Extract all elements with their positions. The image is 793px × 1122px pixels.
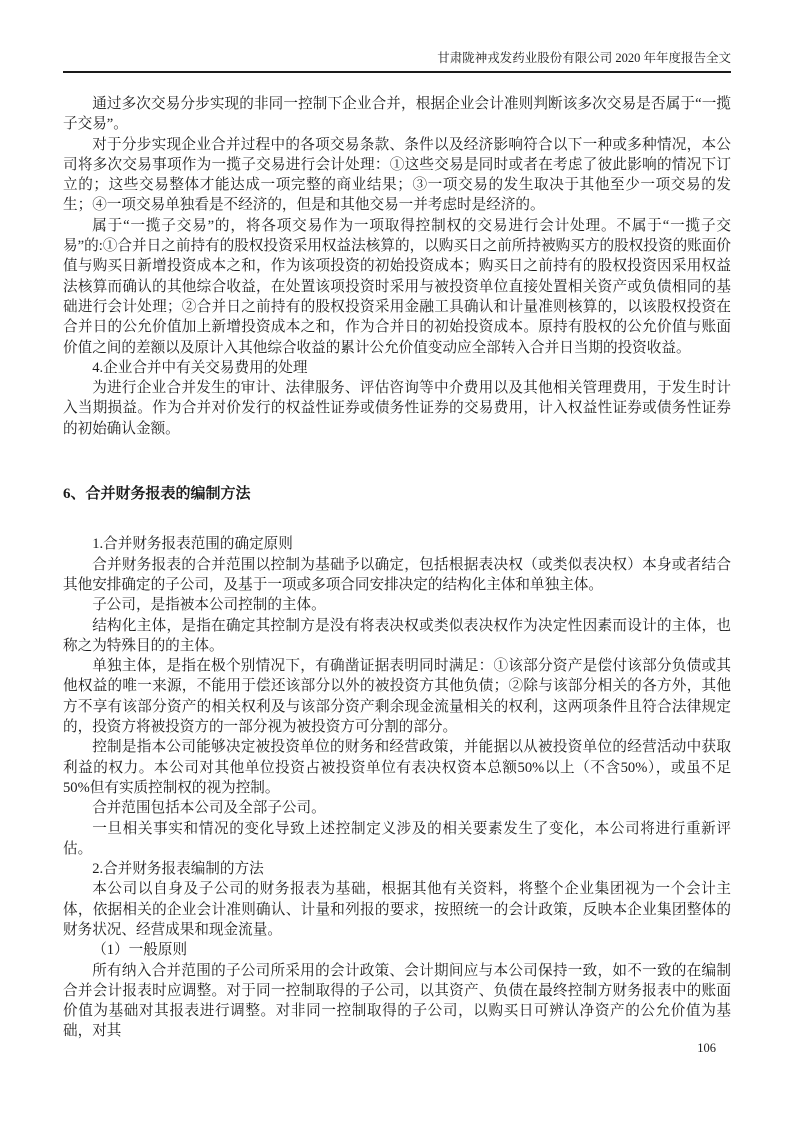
paragraph: 属于“一揽子交易”的，将各项交易作为一项取得控制权的交易进行会计处理。不属于“一揽子交易”的:①合并日之前持有的股权投资采用权益法核算的，以购买日之前所持被购买方的股权投资的账面价值与购买日新增投资成本之和，作为该项投资的初始投资成本；购买日之前持有的股权投资因采用权益法核算而确认的其他综合收益，在处置该项投资时采用与被投资单位直接处置相关资产或负债相同的基础进行会计处理；②合并日之前持有的股权投资采用金融工具确认和计量准则核算的，以该股权投资在合并日的公允价值加上新增投资成本之和，作为合并日的初始投资成本。原持有股权的公允价值与账面价值之间的差额以及原计入其他综合收益的累计公允价值变动应全部转入合并日当期的投资收益。 [63, 217, 731, 356]
paragraph: 控制是指本公司能够决定被投资单位的财务和经营政策，并能据以从被投资单位的经营活动中获取利益的权力。本公司对其他单位投资占被投资单位有表决权资本总额50%以上（不含50%），或虽不足50%但有实质控制权的视为控制。 [63, 739, 731, 796]
page-number: 106 [697, 1041, 716, 1055]
paragraph: 子公司，是指被本公司控制的主体。 [92, 597, 326, 614]
paragraph: 结构化主体，是指在确定其控制方是没有将表决权或类似表决权作为决定性因素而设计的主体，也称之为特殊目的的主体。 [63, 617, 731, 654]
paragraph: 2.合并财务报表编制的方法 [92, 861, 264, 878]
paragraph: 一旦相关事实和情况的变化导致上述控制定义涉及的相关要素发生了变化，本公司将进行重新评估。 [63, 820, 731, 857]
paragraph: 4.企业合并中有关交易费用的处理 [92, 359, 308, 376]
paragraph: 本公司以自身及子公司的财务报表为基础，根据其他有关资料，将整个企业集团视为一个会计主体，依据相关的企业会计准则确认、计量和列报的要求，按照统一的会计政策，反映本企业集团整体的财务状况、经营成果和现金流量。 [63, 881, 731, 938]
paragraph: 合并财务报表的合并范围以控制为基础予以确定，包括根据表决权（或类似表决权）本身或者结合其他安排确定的子公司，及基于一项或多项合同安排决定的结构化主体和单独主体。 [63, 556, 731, 593]
paragraph: 1.合并财务报表范围的确定原则 [92, 536, 293, 553]
paragraph: 单独主体，是指在极个别情况下，有确凿证据表明同时满足：①该部分资产是偿付该部分负债或其他权益的唯一来源，不能用于偿还该部分以外的被投资方其他负债；②除与该部分相关的各方外，其他方不享有该部分资产的相关权利及与该部分资产剩余现金流量相关的权利，这两项条件且符合法律规定的，投资方将被投资方的一部分视为被投资方可分割的部分。 [63, 658, 731, 736]
page-header: 甘肃陇神戎发药业股份有限公司 2020 年年度报告全文 [63, 50, 731, 73]
paragraph: 对于分步实现企业合并过程中的各项交易条款、条件以及经济影响符合以下一种或多种情况，本公司将多次交易事项作为一揽子交易进行会计处理：①这些交易是同时或者在考虑了彼此影响的情况下订立的；这些交易整体才能达成一项完整的商业结果；③一项交易的发生取决于其他至少一项交易的发生；④一项交易单独看是不经济的，但是和其他交易一并考虑时是经济的。 [63, 136, 731, 214]
paragraph: 所有纳入合并范围的子公司所采用的会计政策、会计期间应与本公司保持一致，如不一致的在编制合并会计报表时应调整。对于同一控制取得的子公司，以其资产、负债在最终控制方财务报表中的账面价值为基础对其报表进行调整。对非同一控制取得的子公司，以购买日可辨认净资产的公允价值为基础，对其 [63, 962, 731, 1040]
paragraph: （1）一般原则 [92, 942, 188, 959]
paragraph: 为进行企业合并发生的审计、法律服务、评估咨询等中介费用以及其他相关管理费用，于发生时计入当期损益。作为合并对价发行的权益性证券或债务性证券的交易费用，计入权益性证券或债务性证券的初始确认金额。 [63, 380, 731, 437]
paragraph: 合并范围包括本公司及全部子公司。 [92, 800, 326, 817]
section-heading: 6、合并财务报表的编制方法 [63, 486, 251, 503]
document-body [63, 94, 731, 1042]
paragraph: 通过多次交易分步实现的非同一控制下企业合并，根据企业会计准则判断该多次交易是否属于“一揽子交易”。 [63, 96, 731, 133]
